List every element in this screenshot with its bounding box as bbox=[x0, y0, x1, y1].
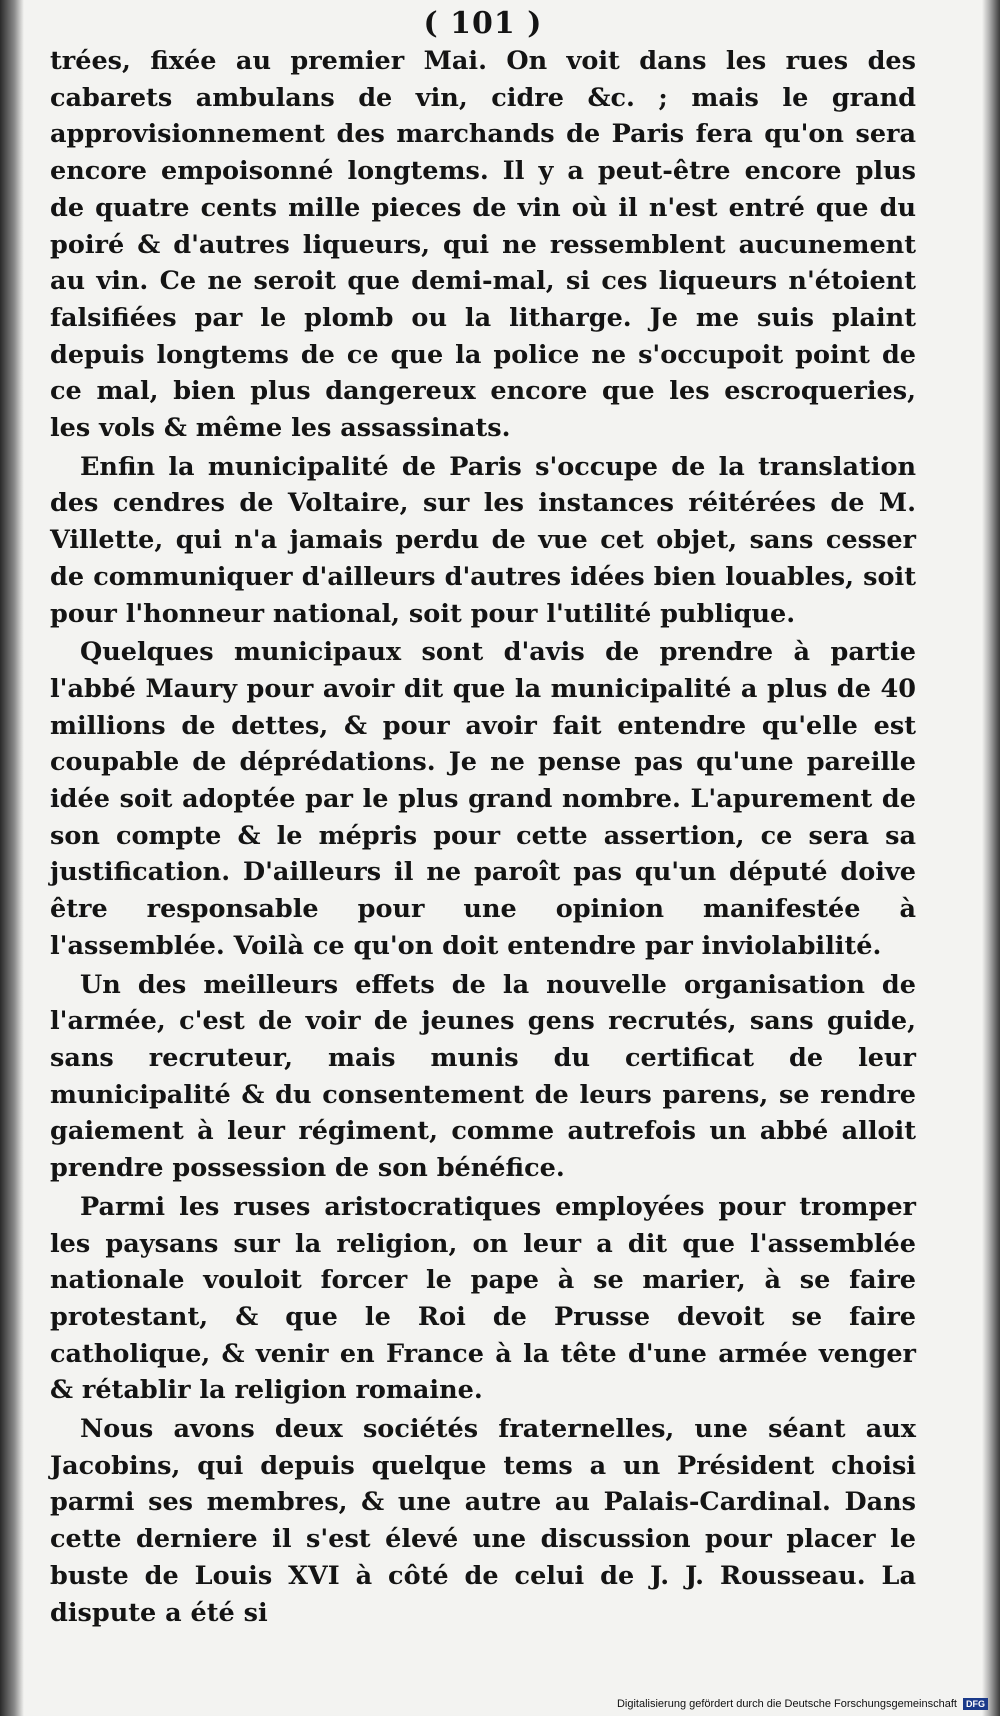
paragraph-1: trées, fixée au premier Mai. On voit dans les rues des cabarets ambulans de vin, cidre &c. ; mais le grand approvisionnement des marchands de Paris fera qu'on sera encore empoisonné longtems. Il y a peut-être encore plus de quatre cents mille pieces de vin où il n'est entré que du poiré & d'autres liqueurs, qui ne ressemblent aucunement au vin. Ce ne seroit que demi-mal, si ces liqueurs n'étoient falsifiées par le plomb ou la litharge. Je me suis plaint depuis longtems de ce que la police ne s'occupoit point de ce mal, bien plus dangereux encore que les escroqueries, les vols & même les assassinats. bbox=[50, 46, 916, 444]
digitization-footer bbox=[0, 1698, 1000, 1710]
scan-left-edge bbox=[0, 0, 24, 1716]
scan-right-edge bbox=[982, 0, 1000, 1716]
dfg-logo: DFG bbox=[963, 1698, 988, 1710]
paragraph-3: Quelques municipaux sont d'avis de prendre à partie l'abbé Maury pour avoir dit que la municipalité a plus de 40 millions de dettes, & pour avoir fait entendre qu'elle est coupable de déprédations. Je ne pense pas qu'une pareille idée soit adoptée par le plus grand nombre. L'apurement de son compte & le mépris pour cette assertion, ce sera sa justification. D'ailleurs il ne paroît pas qu'un député doive être responsable pour une opinion manifestée à l'assemblée. Voilà ce qu'on doit entendre par inviolabilité. bbox=[50, 637, 916, 961]
book-page bbox=[50, 0, 916, 1631]
paragraph-4: Un des meilleurs effets de la nouvelle organisation de l'armée, c'est de voir de jeunes gens recrutés, sans guide, sans recruteur, mais munis du certificat de leur municipalité & du consentement de leurs parens, se rendre gaiement à leur régiment, comme autrefois un abbé alloit prendre possession de son bénéfice. bbox=[50, 969, 916, 1184]
paragraph-6: Nous avons deux sociétés fraternelles, une séant aux Jacobins, qui depuis quelque tems a un Président choisi parmi ses membres, & une autre au Palais-Cardinal. Dans cette derniere il s'est élevé une discussion pour placer le buste de Louis XVI à côté de celui de J. J. Rousseau. La dispute a été si bbox=[50, 1414, 916, 1628]
page-number: ( 101 ) bbox=[423, 6, 543, 41]
paragraph-5: Parmi les ruses aristocratiques employées pour tromper les paysans sur la religion, on leur a dit que l'assemblée nationale vouloit forcer le pape à se marier, à se faire protestant, & que le Roi de Prusse devoit se faire catholique, & venir en France à la tête d'une armée venger & rétablir la religion romaine. bbox=[50, 1191, 916, 1406]
paragraph-2: Enfin la municipalité de Paris s'occupe de la translation des cendres de Voltaire, sur les instances réitérées de M. Villette, qui n'a jamais perdu de vue cet objet, sans cesser de communiquer d'ailleurs d'autres idées bien louables, soit pour l'honneur national, soit pour l'utilité publique. bbox=[50, 451, 916, 629]
footer-credit: Digitalisierung gefördert durch die Deutsche Forschungsgemeinschaft bbox=[616, 1697, 957, 1710]
